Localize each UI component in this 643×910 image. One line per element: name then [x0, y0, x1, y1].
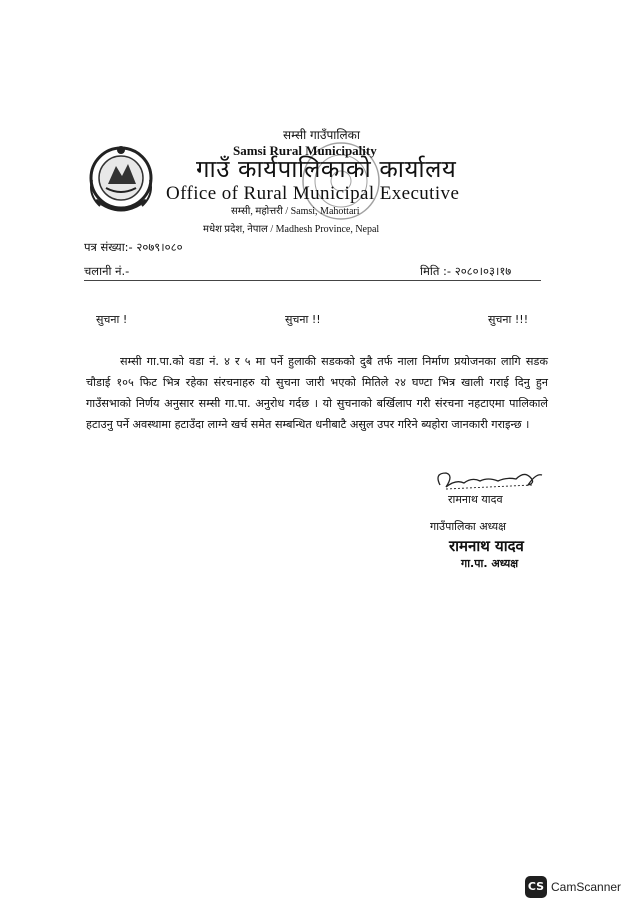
signatory-name: रामनाथ यादव	[448, 493, 503, 506]
header-divider	[84, 280, 541, 281]
camscanner-watermark: CamScanner	[551, 880, 622, 894]
notice-heading-1: सुचना !	[96, 313, 128, 326]
notice-body: सम्सी गा.पा.को वडा नं. ४ र ५ मा पर्ने हुलाकी सडकको दुबै तर्फ नाला निर्माण प्रयोजनका लागि सडक चौडाई १०५ फिट भित्र रहेका संरचनाहरु यो सुचना जारी भएको मितिले २४ घण्टा भित्र खाली गराई दिनु हुन गाउँसभाको निर्णय अनुसार सम्सी गा.पा. अनुरोध गर्दछ । यो सुचनाको बर्खिलाप गरी संरचना नहटाएमा पालिकाले हटाउनु पर्ने अवस्थामा हटाउँदा लाग्ने खर्च समेत सम्बन्धित धनीबाटै असुल उपर गरिने ब्यहोरा जानकारी गराइन्छ ।	[86, 355, 548, 431]
notice-heading-2: सुचना !!	[285, 313, 321, 326]
signatory-title: गाउँपालिका अध्यक्ष	[430, 520, 507, 533]
municipality-name-english: Samsi Rural Municipality	[233, 143, 377, 158]
office-name-nepali: गाउँ कार्यपालिकाको कार्यालय	[196, 155, 457, 183]
address-province: मधेश प्रदेश, नेपाल / Madhesh Province, Nepal	[203, 224, 380, 235]
letter-number: पत्र संख्या:- २०७९।०८०	[84, 240, 183, 254]
dispatch-number: चलानी नं.-	[84, 264, 130, 278]
handwritten-signature	[432, 465, 547, 495]
title-stamp: गा.पा. अध्यक्ष	[461, 557, 519, 570]
camscanner-logo-icon: CS	[525, 876, 547, 898]
coat-of-arms-emblem	[86, 140, 156, 222]
municipality-name-nepali: सम्सी गाउँपालिका	[283, 128, 360, 142]
name-stamp: रामनाथ यादव	[449, 537, 524, 555]
letter-date: मिति :- २०८०।०३।१७	[420, 264, 512, 278]
address-district: सम्सी, महोत्तरी / Samsi, Mahottari	[231, 206, 360, 217]
notice-heading-3: सुचना !!!	[488, 313, 529, 326]
office-name-english: Office of Rural Municipal Executive	[166, 183, 460, 204]
